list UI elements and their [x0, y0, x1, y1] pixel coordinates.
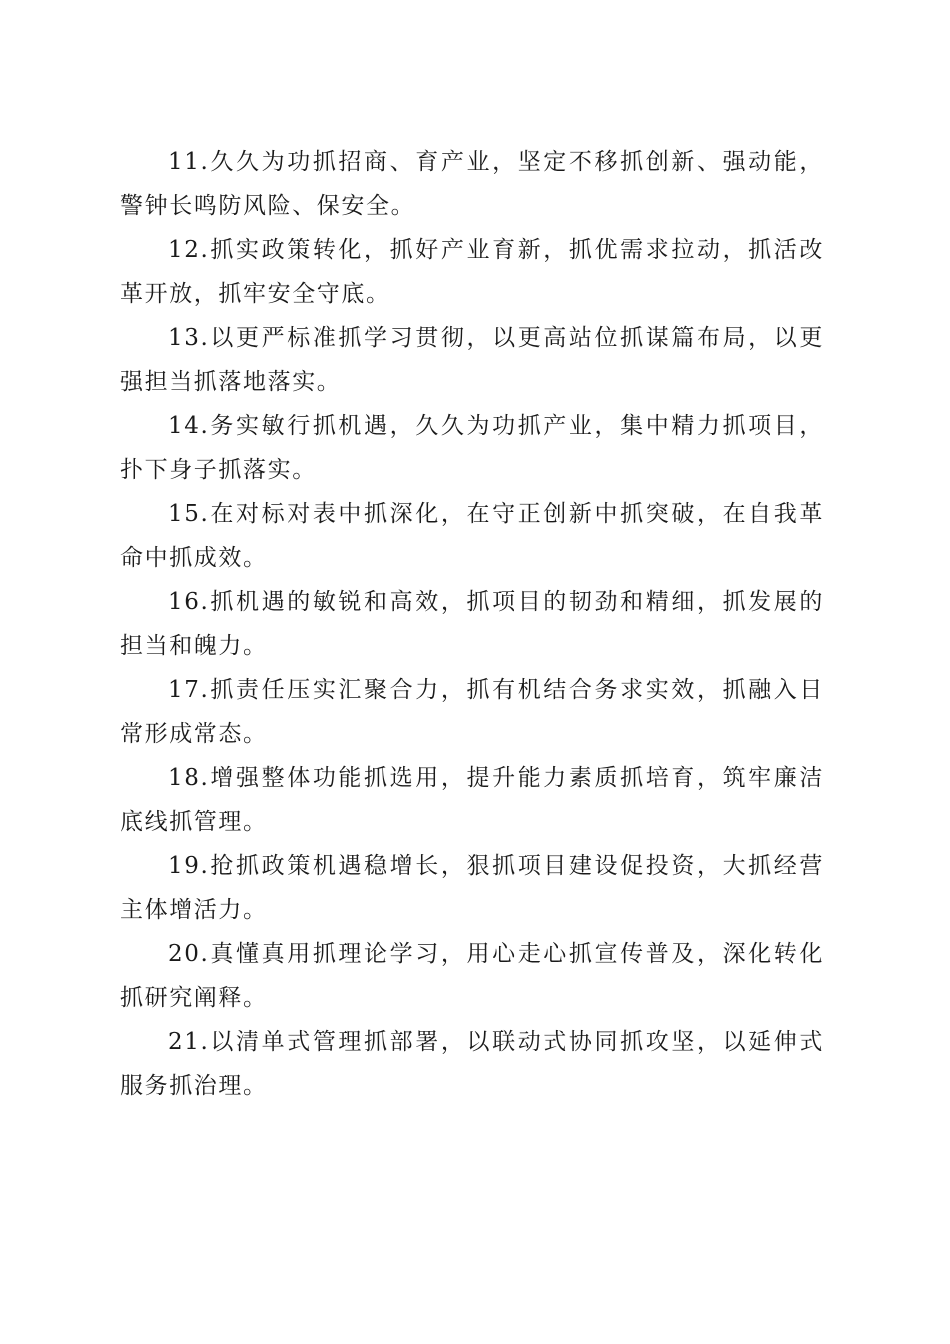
paragraph-17: 17.抓责任压实汇聚合力，抓有机结合务求实效，抓融入日常形成常态。: [120, 677, 824, 747]
document-body: [120, 140, 824, 1108]
paragraph-19: 19.抢抓政策机遇稳增长，狠抓项目建设促投资，大抓经营主体增活力。: [120, 853, 824, 923]
paragraph-21: 21.以清单式管理抓部署，以联动式协同抓攻坚，以延伸式服务抓治理。: [120, 1029, 824, 1099]
paragraph-18: 18.增强整体功能抓选用，提升能力素质抓培育，筑牢廉洁底线抓管理。: [120, 765, 824, 835]
paragraph-15: 15.在对标对表中抓深化，在守正创新中抓突破，在自我革命中抓成效。: [120, 501, 824, 571]
paragraph-13: 13.以更严标准抓学习贯彻，以更高站位抓谋篇布局，以更强担当抓落地落实。: [120, 325, 824, 395]
paragraph-11: 11.久久为功抓招商、育产业，坚定不移抓创新、强动能，警钟长鸣防风险、保安全。: [120, 149, 824, 219]
paragraph-14: 14.务实敏行抓机遇，久久为功抓产业，集中精力抓项目，扑下身子抓落实。: [120, 413, 824, 483]
paragraph-12: 12.抓实政策转化，抓好产业育新，抓优需求拉动，抓活改革开放，抓牢安全守底。: [120, 237, 824, 307]
paragraph-20: 20.真懂真用抓理论学习，用心走心抓宣传普及，深化转化抓研究阐释。: [120, 941, 824, 1011]
paragraph-16: 16.抓机遇的敏锐和高效，抓项目的韧劲和精细，抓发展的担当和魄力。: [120, 589, 824, 659]
